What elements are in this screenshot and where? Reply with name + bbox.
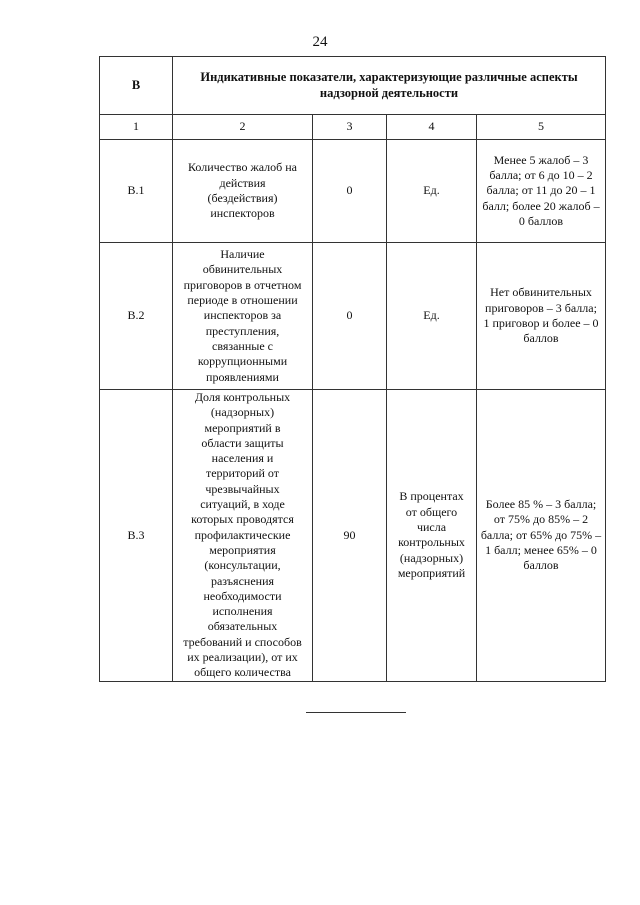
indicator-cell: Количество жалоб на действия (бездействия) инспекторов	[173, 140, 313, 243]
table-row	[100, 390, 606, 682]
row-code-cell: В.1	[100, 140, 173, 243]
section-code-cell: В	[100, 57, 173, 115]
scoring-cell: Нет обвинительных приговоров – 3 балла; 1 приговор и более – 0 баллов	[477, 243, 606, 390]
section-title-cell: Индикативные показатели, характеризующие различные аспекты надзорной деятельности	[173, 57, 606, 115]
value-cell: 0	[313, 243, 387, 390]
table-header-row	[100, 57, 606, 115]
row-code-cell: В.2	[100, 243, 173, 390]
table-row	[100, 243, 606, 390]
value-cell: 0	[313, 140, 387, 243]
row-code-cell: В.3	[100, 390, 173, 682]
indicators-table	[99, 56, 606, 682]
footer-divider	[306, 712, 406, 713]
column-number: 3	[313, 115, 387, 140]
column-number: 5	[477, 115, 606, 140]
scoring-cell: Более 85 % – 3 балла; от 75% до 85% – 2 балла; от 65% до 75% – 1 балл; менее 65% – 0 баллов	[477, 390, 606, 682]
scoring-cell: Менее 5 жалоб – 3 балла; от 6 до 10 – 2 балла; от 11 до 20 – 1 балл; более 20 жалоб – 0 баллов	[477, 140, 606, 243]
page-number: 24	[312, 34, 328, 50]
unit-cell: Ед.	[387, 243, 477, 390]
unit-cell: Ед.	[387, 140, 477, 243]
indicator-cell: Доля контрольных (надзорных) мероприятий в области защиты населения и территорий от чрезвычайных ситуаций, в ходе которых проводятся профилактические мероприятия (консультации, разъяснения необходимости исполнения обязательных требований и способов их реализации), от их общего количества	[173, 390, 313, 682]
table-row	[100, 140, 606, 243]
column-number: 4	[387, 115, 477, 140]
indicator-cell: Наличие обвинительных приговоров в отчетном периоде в отношении инспекторов за преступления, связанные с коррупционными проявлениями	[173, 243, 313, 390]
column-number: 1	[100, 115, 173, 140]
unit-cell: В процентах от общего числа контрольных (надзорных) мероприятий	[387, 390, 477, 682]
column-numbers-row	[100, 115, 606, 140]
value-cell: 90	[313, 390, 387, 682]
column-number: 2	[173, 115, 313, 140]
